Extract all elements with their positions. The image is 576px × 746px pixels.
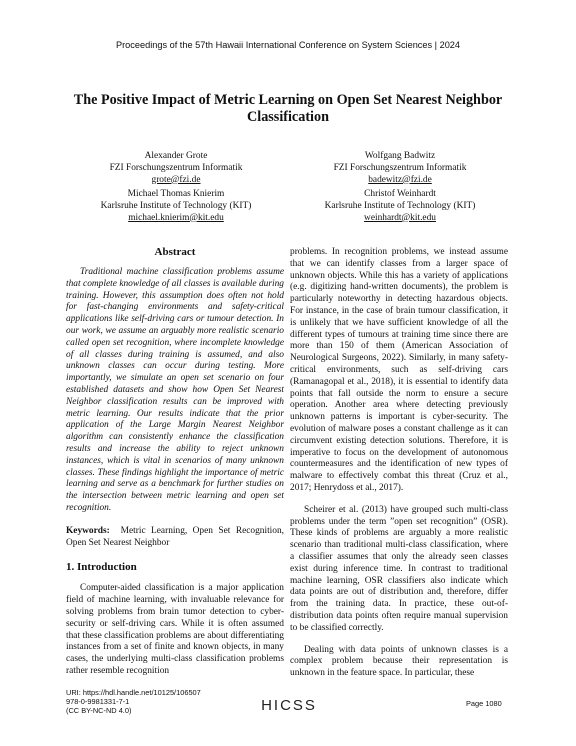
author-email-link[interactable]: badewitz@fzi.de bbox=[368, 174, 432, 185]
author-name: Alexander Grote bbox=[144, 151, 208, 161]
keywords bbox=[66, 526, 284, 550]
title-line-1: The Positive Impact of Metric Learning on Open Set Nearest Neighbor bbox=[73, 92, 503, 108]
author-affiliation: Karlsruhe Institute of Technology (KIT) bbox=[100, 200, 252, 211]
footer-license: (CC BY-NC-ND 4.0) bbox=[66, 706, 132, 716]
author-email-link[interactable]: michael.knierim@kit.edu bbox=[128, 212, 224, 223]
left-column bbox=[66, 246, 284, 688]
intro-paragraph-1: Computer-aided classification is a major application field of machine learning, with invaluable relevance for solving problems from brain tumor detection to cyber-security or self-driving cars. While it is often assumed that these classification problems are about differentiating instances from a set of finite and known objects, in many cases, the underlying multi-class classification problems rather resemble recognition bbox=[66, 583, 284, 676]
page-number: Page 1080 bbox=[466, 699, 502, 708]
author-affiliation: Karlsruhe Institute of Technology (KIT) bbox=[324, 200, 476, 211]
keywords-label: Keywords: bbox=[66, 525, 110, 536]
title-line-2: Classification bbox=[247, 108, 329, 125]
right-paragraph-3: Dealing with data points of unknown classes is a complex problem because their representation is unknown in the feature space. In particular, these bbox=[290, 644, 508, 679]
keywords-text: Metric Learning, Open Set Recognition, Open Set Nearest Neighbor bbox=[66, 525, 284, 548]
author-email-link[interactable]: grote@fzi.de bbox=[151, 174, 201, 185]
author-block-1 bbox=[66, 151, 286, 186]
footer-isbn: 978-0-9981331-7-1 bbox=[66, 697, 130, 707]
footer-uri[interactable]: URI: https://hdl.handle.net/10125/106507 bbox=[66, 688, 201, 697]
abstract-text: Traditional machine classification problems assume that complete knowledge of all classes is available during training. However, this assumption does often not hold for fast-changing environments and safety-critical applications like self-driving cars or tumour detection. In our work, we assume an arguably more realistic scenario called open set recognition, where incomplete knowledge of all classes during training is assumed, and also unknown classes can occur during testing. More importantly, we simulate an open set scenario on four established datasets and show how Open Set Nearest Neighbor classification results can be improved with metric learning. Our results indicate that the prior application of the Large Margin Nearest Neighbor algorithm can consistently enhance the classification results and increase the ability to reject unknown instances, which is vital in scenarios of many unknown classes. These findings highlight the importance of metric learning and serve as a benchmark for further studies on the intersection between metric learning and open set recognition. bbox=[66, 267, 284, 513]
section-heading-introduction: 1. Introduction bbox=[66, 561, 137, 574]
hicss-logo: HICSS bbox=[261, 697, 317, 714]
author-name: Michael Thomas Knierim bbox=[127, 189, 225, 199]
author-block-2 bbox=[290, 151, 510, 186]
abstract-heading: Abstract bbox=[154, 246, 196, 258]
paper-title bbox=[60, 92, 516, 125]
right-paragraph-2: Scheirer et al. (2013) have grouped such multi-class problems under the term ”open set recognition” (OSR). These kinds of problems are arguably a more realistic scenario than traditional multi-class classification, where a classifier assumes that only the already seen classes exist during inference time. In contrast to traditional machine learning, OSR classifiers also indicate which data points are out of distribution and, therefore, differ from the training data. In practice, these out-of-distribution data points often require manual supervision to be classified correctly. bbox=[290, 504, 508, 633]
author-affiliation: FZI Forschungszentrum Informatik bbox=[109, 162, 243, 173]
author-block-4 bbox=[290, 189, 510, 224]
author-name: Christof Weinhardt bbox=[364, 189, 436, 199]
author-name: Wolfgang Badwitz bbox=[364, 151, 436, 161]
author-email-link[interactable]: weinhardt@kit.edu bbox=[364, 212, 436, 223]
footer-publication-info bbox=[66, 688, 201, 716]
author-block-3 bbox=[66, 189, 286, 224]
proceedings-header: Proceedings of the 57th Hawaii International Conference on System Sciences | 2024 bbox=[115, 40, 461, 50]
right-column bbox=[290, 247, 508, 690]
right-paragraph-1: problems. In recognition problems, we instead assume that we can identify classes from a larger space of unknown objects. While this has a variety of applications (e.g. digitizing hand-written documents), the problem is particularly noteworthy in detecting hazardous objects. For instance, in the case of brain tumour classification, it is unlikely that we have sufficient knowledge of all the different types of tumours at training time since there are more than 150 of them (American Association of Neurological Surgeons, 2022). Similarly, in many safety-critical environments, such as self-driving cars (Ramanagopal et al., 2018), it is essential to identify data points that fall outside the norm to ensure a secure operation. Another area where detecting previously unknown patterns is important is cyber-security. The evolution of malware poses a constant challenge as it can circumvent existing detection solutions. Therefore, it is imperative to focus on the development of autonomous countermeasures and the identification of new types of malware to effectively combat this threat (Cruz et al., 2017; Henrydoss et al., 2017). bbox=[290, 247, 508, 493]
author-affiliation: FZI Forschungszentrum Informatik bbox=[333, 162, 467, 173]
